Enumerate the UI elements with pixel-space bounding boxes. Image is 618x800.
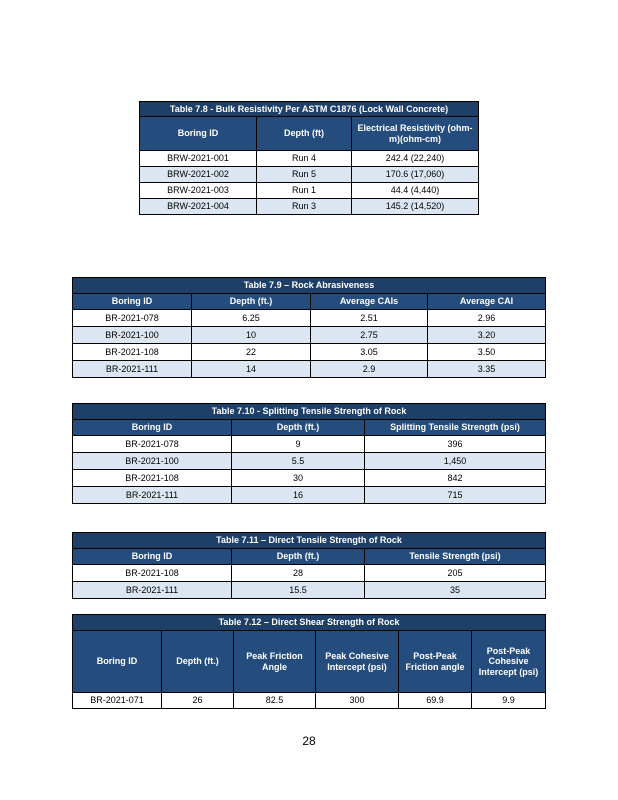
table-row xyxy=(73,327,546,344)
cell-resistivity: 170.6 (17,060) xyxy=(352,167,479,183)
table-7-12 xyxy=(72,614,546,709)
header-peak-friction-angle: Peak Friction Angle xyxy=(234,631,316,693)
table-7-9 xyxy=(72,277,546,378)
cell-strength: 205 xyxy=(365,565,546,582)
table-7-11 xyxy=(72,532,546,599)
header-post-peak-friction-angle: Post-Peak Friction angle xyxy=(399,631,472,693)
header-boring-id: Boring ID xyxy=(140,117,257,151)
cell-depth: 16 xyxy=(232,487,365,504)
header-depth: Depth (ft.) xyxy=(192,294,311,310)
cell-depth: 22 xyxy=(192,344,311,361)
table-row xyxy=(73,693,546,709)
header-depth: Depth (ft.) xyxy=(232,549,365,565)
cell-boring-id: BR-2021-078 xyxy=(73,310,192,327)
cell-average-cais: 2.75 xyxy=(311,327,428,344)
cell-boring-id: BR-2021-108 xyxy=(73,344,192,361)
table-7-10 xyxy=(72,403,546,504)
cell-strength: 842 xyxy=(365,470,546,487)
table-row xyxy=(73,487,546,504)
cell-depth: 14 xyxy=(192,361,311,378)
table-row xyxy=(140,183,479,199)
header-boring-id: Boring ID xyxy=(73,294,192,310)
cell-depth: 5.5 xyxy=(232,453,365,470)
header-boring-id: Boring ID xyxy=(73,549,232,565)
header-boring-id: Boring ID xyxy=(73,631,162,693)
cell-depth: Run 5 xyxy=(257,167,352,183)
header-tensile-strength: Tensile Strength (psi) xyxy=(365,549,546,565)
cell-peak-cohesive-intercept: 300 xyxy=(316,693,399,709)
cell-boring-id: BR-2021-108 xyxy=(73,470,232,487)
table-row xyxy=(73,453,546,470)
table-row xyxy=(73,565,546,582)
cell-average-cais: 2.51 xyxy=(311,310,428,327)
table-7-10-caption: Table 7.10 - Splitting Tensile Strength of Rock xyxy=(73,404,546,420)
cell-boring-id: BRW-2021-004 xyxy=(140,199,257,215)
cell-strength: 35 xyxy=(365,582,546,599)
cell-boring-id: BR-2021-111 xyxy=(73,361,192,378)
cell-strength: 396 xyxy=(365,436,546,453)
cell-average-cai: 3.20 xyxy=(428,327,546,344)
header-splitting-tensile-strength: Splitting Tensile Strength (psi) xyxy=(365,420,546,436)
table-row xyxy=(73,344,546,361)
table-row xyxy=(73,361,546,378)
cell-average-cais: 2.9 xyxy=(311,361,428,378)
table-7-9-caption: Table 7.9 – Rock Abrasiveness xyxy=(73,278,546,294)
table-row xyxy=(73,436,546,453)
cell-post-peak-friction-angle: 69.9 xyxy=(399,693,472,709)
cell-strength: 715 xyxy=(365,487,546,504)
header-peak-cohesive-intercept: Peak Cohesive Intercept (psi) xyxy=(316,631,399,693)
table-7-11-caption: Table 7.11 – Direct Tensile Strength of Rock xyxy=(73,533,546,549)
cell-boring-id: BRW-2021-001 xyxy=(140,151,257,167)
table-7-8-caption: Table 7.8 - Bulk Resistivity Per ASTM C1876 (Lock Wall Concrete) xyxy=(140,102,479,117)
table-row xyxy=(73,310,546,327)
table-7-8 xyxy=(139,101,479,215)
page-number: 28 xyxy=(302,734,316,748)
header-depth: Depth (ft.) xyxy=(162,631,234,693)
cell-strength: 1,450 xyxy=(365,453,546,470)
cell-depth: Run 1 xyxy=(257,183,352,199)
cell-boring-id: BR-2021-100 xyxy=(73,453,232,470)
table-row xyxy=(73,470,546,487)
header-boring-id: Boring ID xyxy=(73,420,232,436)
cell-post-peak-cohesive-intercept: 9.9 xyxy=(472,693,546,709)
cell-boring-id: BR-2021-108 xyxy=(73,565,232,582)
table-row xyxy=(140,199,479,215)
cell-depth: 15.5 xyxy=(232,582,365,599)
cell-boring-id: BR-2021-111 xyxy=(73,582,232,599)
cell-resistivity: 44.4 (4,440) xyxy=(352,183,479,199)
cell-depth: 30 xyxy=(232,470,365,487)
cell-average-cai: 2.96 xyxy=(428,310,546,327)
cell-boring-id: BRW-2021-002 xyxy=(140,167,257,183)
header-average-cai: Average CAI xyxy=(428,294,546,310)
cell-depth: 6.25 xyxy=(192,310,311,327)
cell-boring-id: BR-2021-111 xyxy=(73,487,232,504)
cell-depth: 10 xyxy=(192,327,311,344)
cell-average-cai: 3.50 xyxy=(428,344,546,361)
cell-boring-id: BR-2021-078 xyxy=(73,436,232,453)
cell-depth: 9 xyxy=(232,436,365,453)
table-row xyxy=(140,167,479,183)
cell-boring-id: BRW-2021-003 xyxy=(140,183,257,199)
table-row xyxy=(73,582,546,599)
cell-average-cais: 3.05 xyxy=(311,344,428,361)
cell-peak-friction-angle: 82.5 xyxy=(234,693,316,709)
cell-resistivity: 242.4 (22,240) xyxy=(352,151,479,167)
cell-resistivity: 145.2 (14,520) xyxy=(352,199,479,215)
cell-depth: Run 3 xyxy=(257,199,352,215)
table-row xyxy=(140,151,479,167)
table-7-12-caption: Table 7.12 – Direct Shear Strength of Rock xyxy=(73,615,546,631)
cell-depth: 26 xyxy=(162,693,234,709)
cell-depth: Run 4 xyxy=(257,151,352,167)
cell-boring-id: BR-2021-100 xyxy=(73,327,192,344)
header-depth: Depth (ft) xyxy=(257,117,352,151)
header-depth: Depth (ft.) xyxy=(232,420,365,436)
cell-depth: 28 xyxy=(232,565,365,582)
cell-average-cai: 3.35 xyxy=(428,361,546,378)
header-post-peak-cohesive-intercept: Post-Peak Cohesive Intercept (psi) xyxy=(472,631,546,693)
header-electrical-resistivity: Electrical Resistivity (ohm-m)(ohm-cm) xyxy=(352,117,479,151)
header-average-cais: Average CAIs xyxy=(311,294,428,310)
cell-boring-id: BR-2021-071 xyxy=(73,693,162,709)
